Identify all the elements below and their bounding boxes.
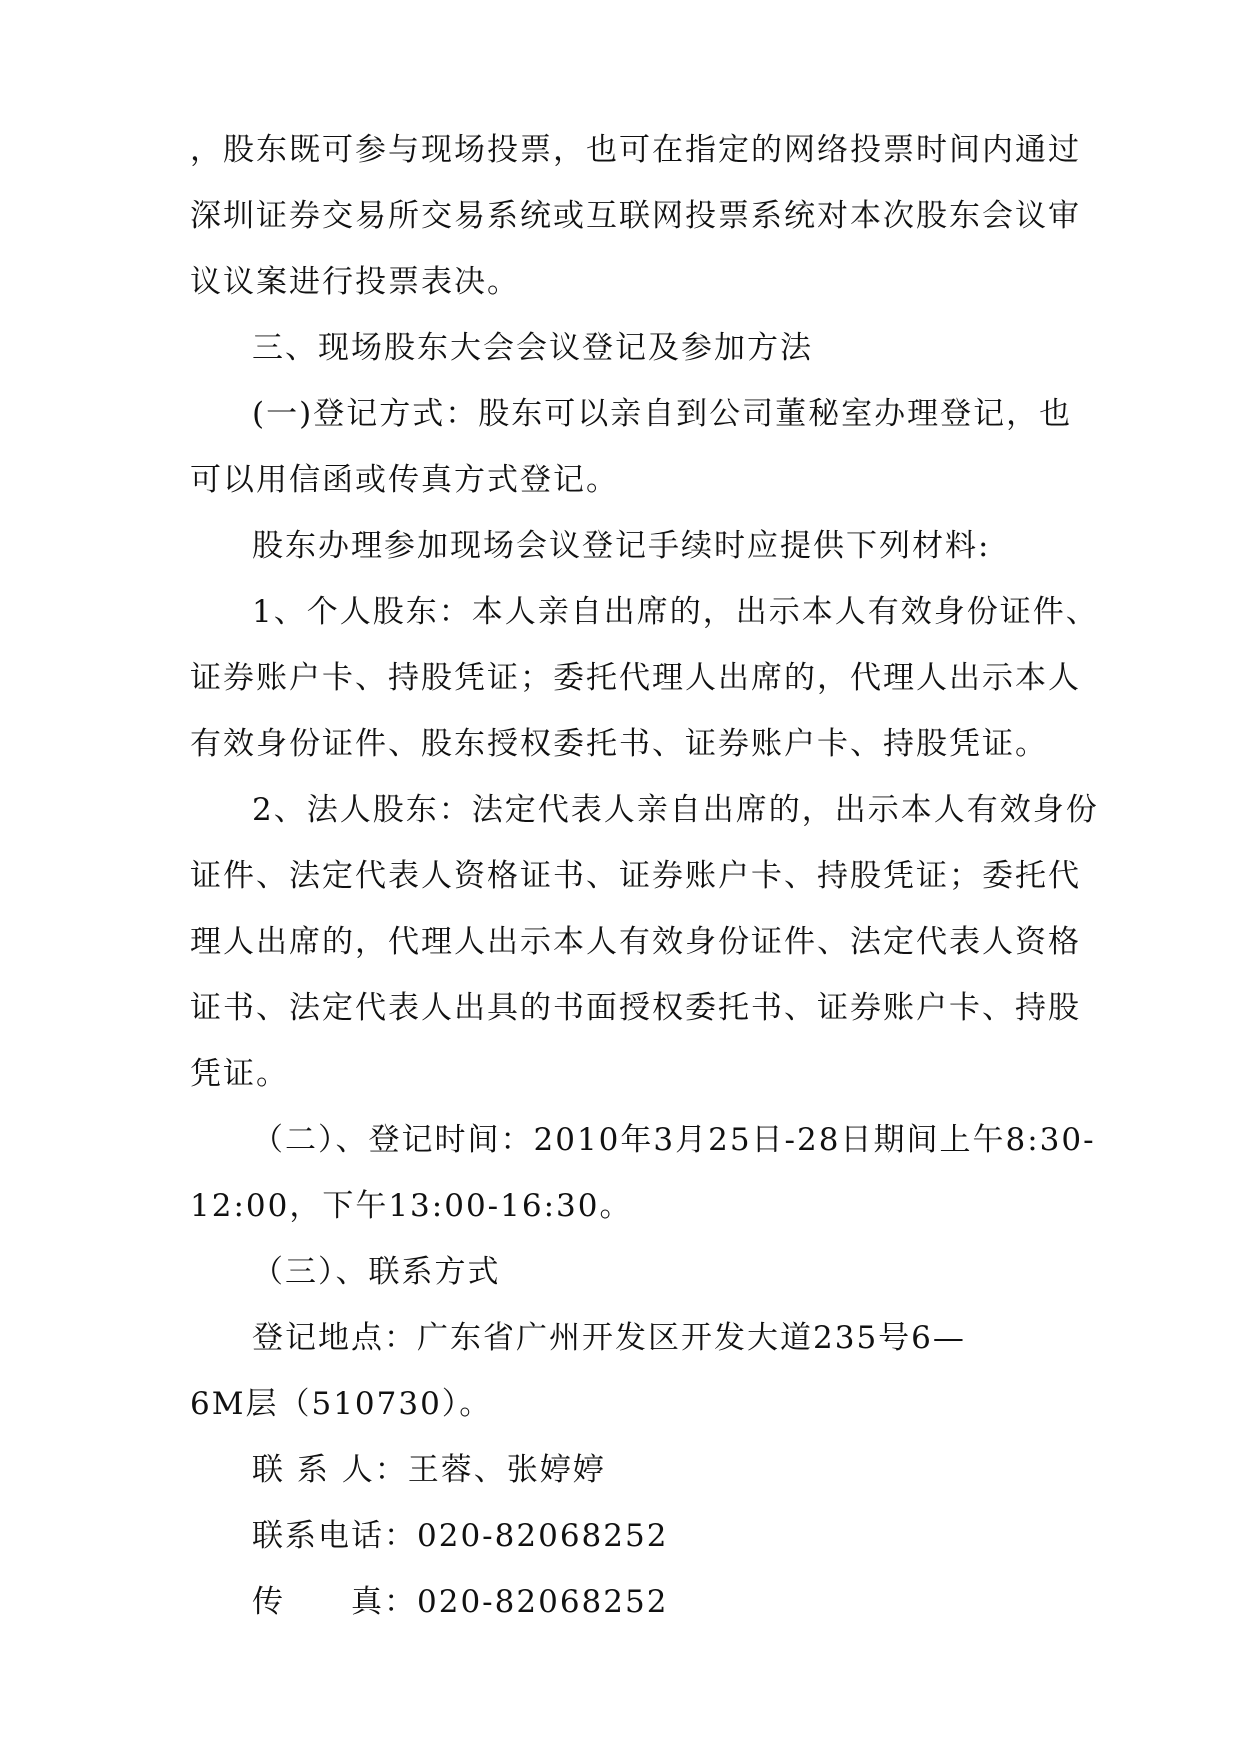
paragraph-line-8: 1、个人股东：本人亲自出席的，出示本人有效身份证件、 <box>252 594 1099 630</box>
paragraph-line-3: 议议案进行投票表决。 <box>190 264 520 300</box>
paragraph-line-19: 登记地点：广东省广州开发区开发大道235号6— <box>252 1320 966 1356</box>
paragraph-line-15: 凭证。 <box>190 1056 289 1092</box>
paragraph-line-13: 理人出席的，代理人出示本人有效身份证件、法定代表人资格 <box>190 924 1081 960</box>
paragraph-line-20: 6M层（510730）。 <box>190 1386 493 1422</box>
paragraph-line-5: (一)登记方式：股东可以亲自到公司董秘室办理登记，也 <box>252 396 1073 432</box>
paragraph-line-17: 12:00，下午13:00-16:30。 <box>190 1188 633 1224</box>
paragraph-line-2: 深圳证券交易所交易系统或互联网投票系统对本次股东会议审 <box>190 198 1081 234</box>
paragraph-line-1: ，股东既可参与现场投票，也可在指定的网络投票时间内通过 <box>190 132 1081 168</box>
paragraph-line-7: 股东办理参加现场会议登记手续时应提供下列材料: <box>252 528 991 564</box>
paragraph-line-10: 有效身份证件、股东授权委托书、证券账户卡、持股凭证。 <box>190 726 1048 762</box>
section-heading: 三、现场股东大会会议登记及参加方法 <box>252 330 813 366</box>
contact-phone: 联系电话：020-82068252 <box>252 1518 669 1554</box>
contact-fax: 传 真：020-82068252 <box>252 1584 669 1620</box>
paragraph-line-18: （三）、联系方式 <box>252 1254 501 1290</box>
contact-person: 联 系 人：王蓉、张婷婷 <box>252 1452 606 1488</box>
paragraph-line-9: 证券账户卡、持股凭证；委托代理人出席的，代理人出示本人 <box>190 660 1081 696</box>
paragraph-line-14: 证书、法定代表人出具的书面授权委托书、证券账户卡、持股 <box>190 990 1081 1026</box>
paragraph-line-11: 2、法人股东：法定代表人亲自出席的，出示本人有效身份 <box>252 792 1099 828</box>
paragraph-line-16: （二）、登记时间：2010年3月25日-28日期间上午8:30- <box>252 1122 1096 1158</box>
paragraph-line-12: 证件、法定代表人资格证书、证券账户卡、持股凭证；委托代 <box>190 858 1081 894</box>
paragraph-line-6: 可以用信函或传真方式登记。 <box>190 462 619 498</box>
